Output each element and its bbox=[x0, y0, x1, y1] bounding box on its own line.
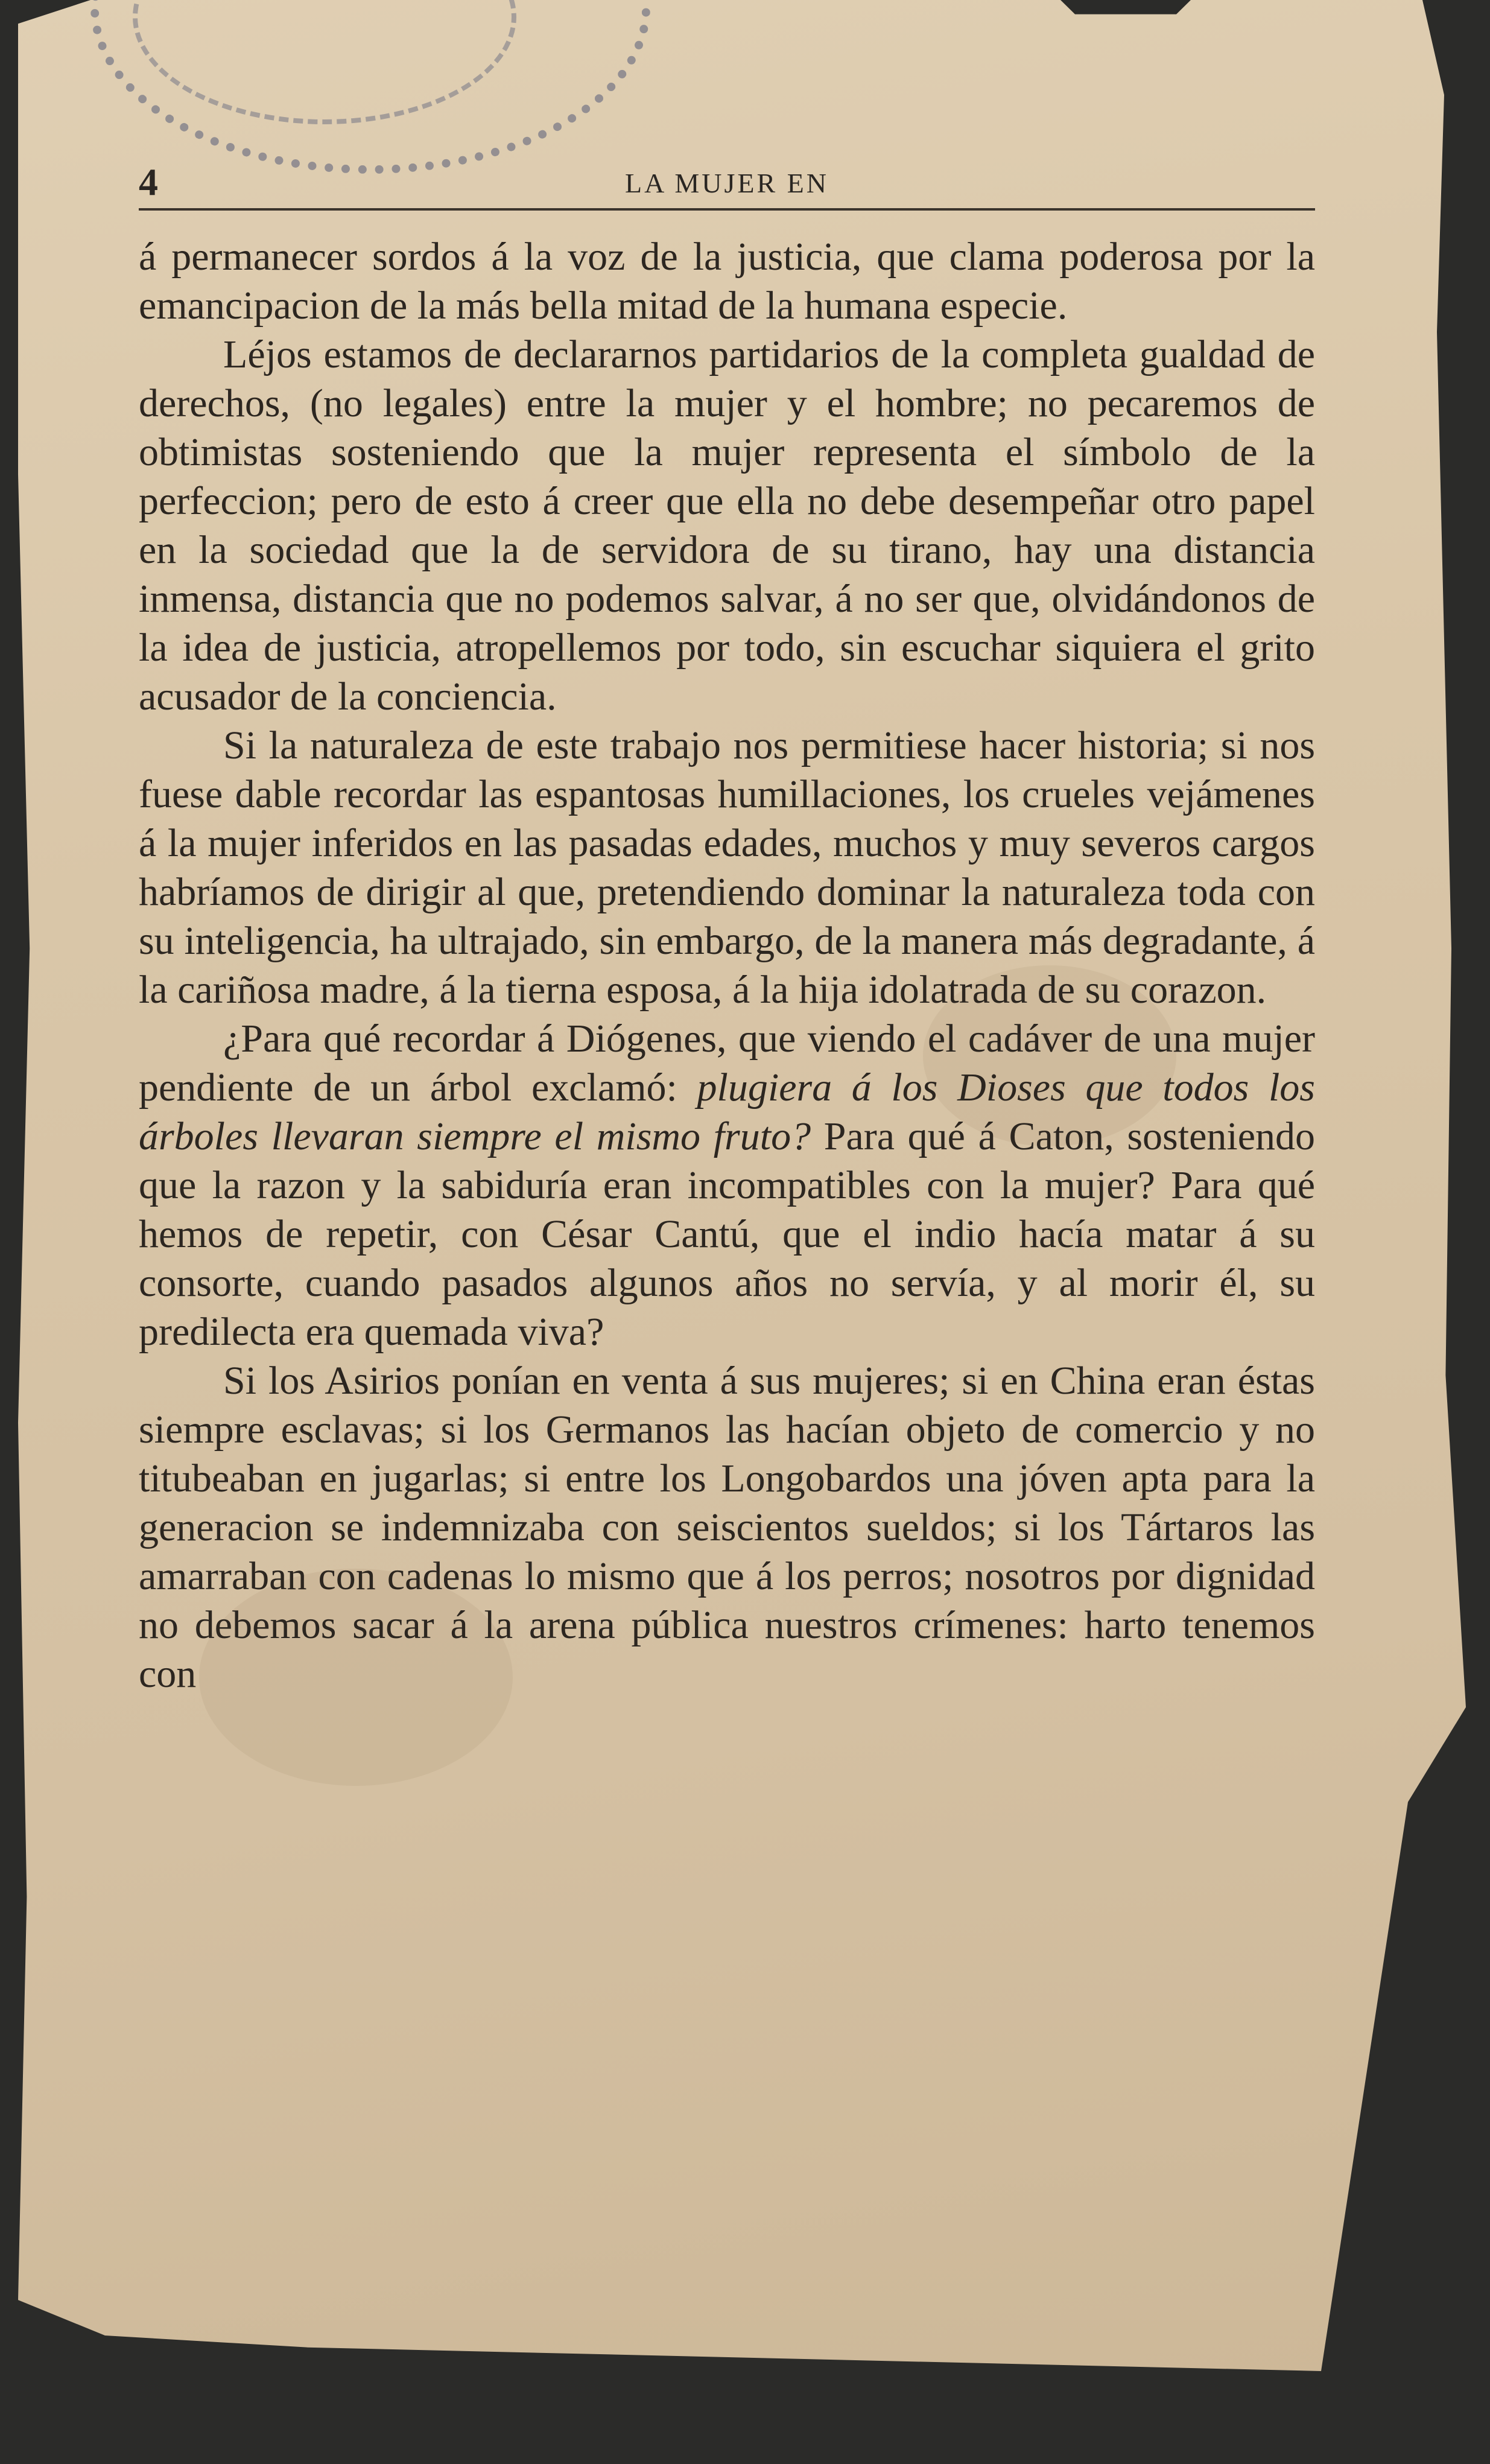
page-header bbox=[139, 160, 1315, 202]
running-head: LA MUJER EN bbox=[625, 168, 829, 198]
paragraph: Si los Asirios ponían en venta á sus mujeres; si en China eran éstas siempre esclavas; si los Germanos las hacían objeto de comercio y no titubeaban en jugarlas; si entre los Longobardos una jóven apta para la generacion se indemnizaba con seiscientos sueldos; si los Tártaros las amarraban con cadenas lo mismo que á los perros; nosotros por dignidad no debemos sacar á la arena pública nuestros crímenes: harto tenemos con bbox=[139, 1359, 1315, 1696]
paragraph-text: Para qué á Caton, sosteniendo que la razon y la sabiduría eran incompatibles con la mujer? Para qué hemos de repetir, con César Cantú, que el indio hacía matar á su consorte, cuando pasados algunos años no servía, y al morir él, su predilecta era quemada viva? bbox=[139, 1114, 1315, 1354]
body-text bbox=[139, 232, 1315, 1698]
page-number: 4 bbox=[139, 160, 158, 203]
paragraph: Si la naturaleza de este trabajo nos permitiese hacer historia; si nos fuese dable recordar las espantosas humillaciones, los crueles vejámenes á la mujer inferidos en las pasadas edades, muchos y muy severos cargos habríamos de dirigir al que, pretendiendo dominar la naturaleza toda con su inteligencia, ha ultrajado, sin embargo, de la manera más degradante, á la cariñosa madre, á la tierna esposa, á la hija idolatrada de su corazon. bbox=[139, 723, 1315, 1012]
header-rule bbox=[139, 208, 1315, 211]
paragraph: Léjos estamos de declararnos partidarios de la completa gualdad de derechos, (no legales) entre la mujer y el hombre; no pecaremos de obtimistas sosteniendo que la mujer representa el símbolo de la perfeccion; pero de esto á creer que ella no debe desempeñar otro papel en la sociedad que la de servidora de su tirano, hay una distancia inmensa, distancia que no podemos salvar, á no ser que, olvidándonos de la idea de justicia, atropellemos por todo, sin escuchar siquiera el grito acusador de la conciencia. bbox=[139, 332, 1315, 719]
paragraph bbox=[139, 1014, 1315, 1356]
paragraph-text: ¿Para qué recordar á Diógenes, que viendo el cadáver de una mujer pendiente de un árbol exclamó: bbox=[139, 1017, 1315, 1110]
quotation: plugiera á los Dioses que todos los árboles llevaran siempre el mismo fruto? bbox=[139, 1065, 1315, 1158]
paragraph: á permanecer sordos á la voz de la justicia, que clama poderosa por la emancipacion de la más bella mitad de la humana especie. bbox=[139, 235, 1315, 328]
